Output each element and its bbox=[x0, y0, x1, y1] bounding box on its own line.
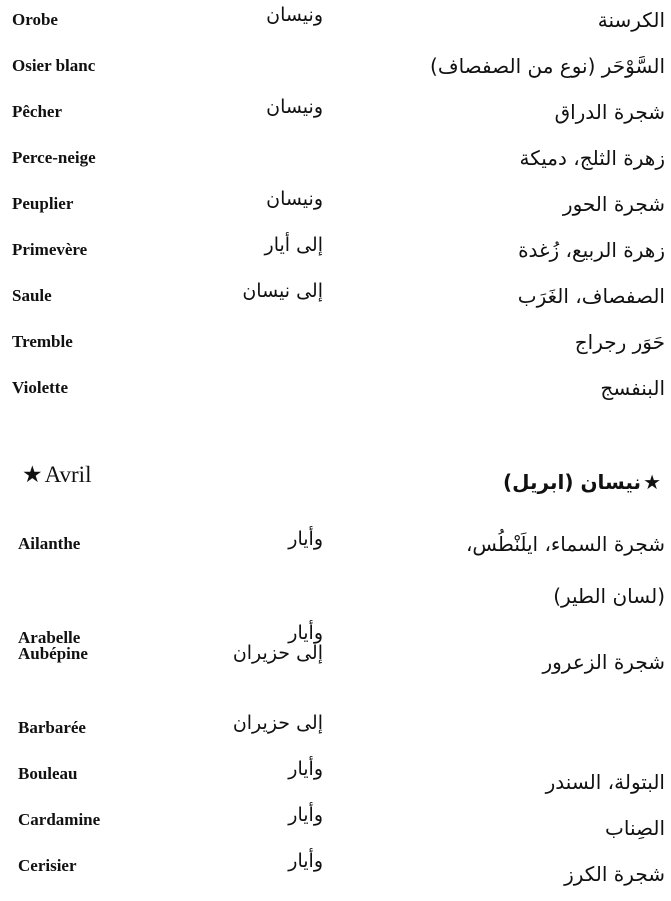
french-name: Peuplier bbox=[12, 194, 74, 213]
flowering-period: وأيار bbox=[288, 850, 323, 872]
plant-row bbox=[0, 370, 671, 410]
french-name: Cerisier bbox=[18, 856, 77, 875]
section-heading-arabic bbox=[503, 470, 663, 494]
flowering-period: وأيار bbox=[288, 528, 323, 550]
french-name: Cardamine bbox=[18, 810, 101, 829]
heading-fr-text: Avril bbox=[44, 462, 92, 487]
flowering-period: وأيار bbox=[288, 758, 323, 780]
flowering-period: ونيسان bbox=[266, 96, 323, 118]
flowering-period: إلى نيسان bbox=[242, 280, 323, 302]
plant-row bbox=[0, 526, 671, 566]
french-name: Barbarée bbox=[18, 718, 86, 737]
plant-row bbox=[0, 232, 671, 272]
flowering-period: إلى أيار bbox=[264, 234, 323, 256]
plant-row bbox=[0, 186, 671, 226]
plant-row bbox=[0, 48, 671, 88]
flowering-period: ونيسان bbox=[266, 4, 323, 26]
plant-row bbox=[0, 636, 671, 676]
french-name: Saule bbox=[12, 286, 52, 305]
french-name: Perce-neige bbox=[12, 148, 96, 167]
arabic-name: شجرة السماء، ايلَنْطُس، bbox=[465, 532, 665, 556]
french-name: Aubépine bbox=[18, 644, 88, 663]
plant-row bbox=[0, 94, 671, 134]
plant-row bbox=[0, 578, 671, 618]
star-icon: ★ bbox=[643, 470, 661, 494]
arabic-name: البتولة، السندر bbox=[545, 770, 665, 794]
plant-row bbox=[0, 324, 671, 364]
heading-ar-text: نيسان (ابريل) bbox=[503, 470, 642, 494]
arabic-name: شجرة الكرز bbox=[564, 862, 665, 886]
arabic-name: الصِناب bbox=[605, 816, 665, 840]
plant-row bbox=[0, 278, 671, 318]
plant-row bbox=[0, 140, 671, 180]
flowering-period: إلى حزيران bbox=[232, 642, 323, 664]
french-name: Tremble bbox=[12, 332, 73, 351]
arabic-name: شجرة الدراق bbox=[554, 100, 665, 124]
arabic-name: حَوَر رجراج bbox=[574, 330, 665, 354]
french-name: Violette bbox=[12, 378, 69, 397]
arabic-name: زهرة الربيع، زُغدة bbox=[518, 238, 665, 262]
french-name: Ailanthe bbox=[18, 534, 81, 553]
plant-row bbox=[0, 848, 671, 888]
plant-row bbox=[0, 802, 671, 842]
section-heading-french bbox=[20, 462, 91, 488]
arabic-name: الكرسنة bbox=[597, 8, 665, 32]
arabic-name: شجرة الزعرور bbox=[542, 650, 665, 674]
french-name: Bouleau bbox=[18, 764, 78, 783]
arabic-name: زهرة الثلج، دميكة bbox=[519, 146, 665, 170]
arabic-name: السَّوْحَر (نوع من الصفصاف) bbox=[430, 54, 665, 78]
plant-row bbox=[0, 710, 671, 750]
french-name: Pêcher bbox=[12, 102, 63, 121]
plant-row bbox=[0, 2, 671, 42]
arabic-name: شجرة الحور bbox=[562, 192, 665, 216]
star-icon: ★ bbox=[22, 462, 43, 487]
french-name: Orobe bbox=[12, 10, 58, 29]
plant-row bbox=[0, 756, 671, 796]
french-name: Arabelle bbox=[18, 628, 81, 647]
french-name: Primevère bbox=[12, 240, 88, 259]
arabic-name: (لسان الطير) bbox=[553, 584, 665, 608]
flowering-period: ونيسان bbox=[266, 188, 323, 210]
flowering-period: وأيار bbox=[288, 622, 323, 644]
arabic-name: الصفصاف، الغَرَب bbox=[517, 284, 665, 308]
flowering-period: إلى حزيران bbox=[232, 712, 323, 734]
arabic-name: البنفسج bbox=[600, 376, 665, 400]
french-name: Osier blanc bbox=[12, 56, 96, 75]
flowering-period: وأيار bbox=[288, 804, 323, 826]
